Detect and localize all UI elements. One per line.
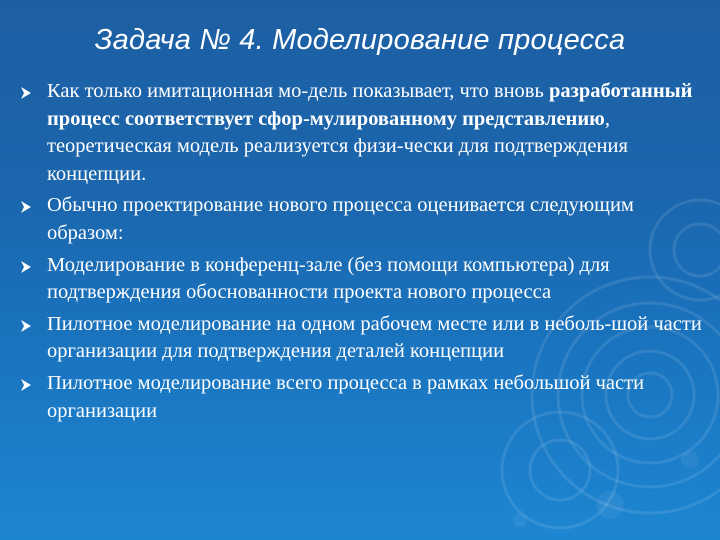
bullet-text: Моделирование в конференц-зале (без помощи компьютера) для подтверждения обоснованности проекта нового процесса [47, 253, 610, 304]
bullet-text: разработанный процесс соответствует сфор-мулированному представлению [47, 80, 693, 130]
arrowhead-bullet-icon [20, 87, 32, 99]
slide-title: Задача № 4. Моделирование процесса [94, 24, 626, 56]
arrowhead-bullet-icon [20, 379, 32, 391]
arrowhead-bullet-icon [20, 261, 32, 273]
bullet-text: , теоретическая модель реализуется физи-чески для подтверждения концепции. [47, 107, 628, 185]
bullet-item [18, 252, 712, 307]
bullet-item [18, 311, 712, 366]
bullet-text: Пилотное моделирование всего процесса в рамках небольшой части организации [47, 371, 645, 422]
bullet-text: Пилотное моделирование на одном рабочем месте или в неболь-шой части организации для подтверждения деталей концепции [47, 312, 702, 363]
arrowhead-bullet-icon [20, 320, 32, 332]
bullet-list [18, 78, 712, 429]
bullet-item [18, 192, 712, 247]
bullet-item [18, 78, 712, 188]
bullet-text: Как только имитационная мо-дель показывает, что вновь [47, 80, 549, 102]
bullet-item [18, 370, 712, 425]
bullet-text: Обычно проектирование нового процесса оценивается следующим образом: [47, 194, 634, 244]
arrowhead-bullet-icon [20, 201, 32, 213]
